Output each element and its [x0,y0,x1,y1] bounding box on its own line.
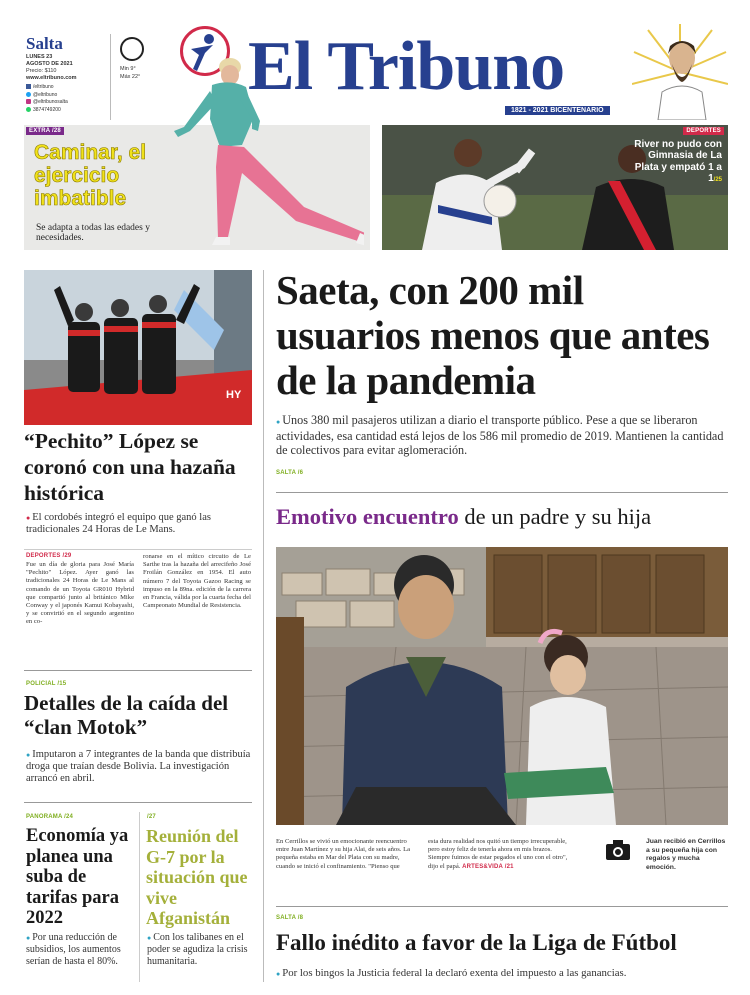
emotivo-divider [276,906,728,907]
whatsapp-link[interactable]: 3874749200 [26,107,68,115]
promo-walking-headline: Caminar, el ejercicio imbatible [34,141,147,210]
g7-tag[interactable]: /27 [147,814,156,820]
emotivo-headline[interactable] [276,503,736,531]
emotivo-body-col1: En Cerrillos se vivió un emocionante reencuentro entre Juan Martínez y su hija Alai, de seis años. La pequeña estaba en Mar del Plata con su madre, cuando se inició el confinamiento. "Pienso que [276,838,411,870]
economia-summary: ● Por una reducción de subsidios, los aumentos serían de hasta el 80%. [26,932,134,967]
weather-icon [120,37,144,61]
futbol-tag[interactable]: SALTA /8 [276,915,304,921]
pechito-summary-divider [24,549,252,550]
left-divider-2 [24,802,252,803]
father-daughter-photo [276,547,728,825]
g7-summary: ● Con los talibanes en el poder se agudiza la crisis humanitaria. [147,932,253,967]
emotivo-headline-bold: Emotivo encuentro [276,504,459,529]
promo-walking-tag: EXTRA /28 [26,127,64,135]
promo-walking[interactable] [24,125,370,250]
city-name: Salta [26,34,63,53]
social-links [26,84,68,114]
lead-divider [276,492,728,493]
masthead [0,0,750,122]
photo-caption: Juan recibió en Cerrillos a su pequeña hija con regalos y mucha emoción. [646,838,726,871]
pechito-body-col2: ronarse en el mítico circuito de Le Sarthe tras la hazaña del arrecifeño José Froilán González en 1954. El auto número 7 del Toyota Gazoo Racing se impuso en la 89na. edición de la carrera en Francia, válida por la cuarta fecha del Campeonato Mundial de Resistencia. [143,553,251,610]
lead-tag[interactable]: SALTA /6 [276,470,304,476]
whatsapp-icon [26,107,31,112]
emotivo-tag[interactable]: ARTES&VIDA /21 [462,863,514,870]
facebook-icon [26,84,31,89]
motok-tag[interactable]: POLICIAL /15 [26,681,67,687]
promo-walking-subhead: Se adapta a todas las edades y necesidades. [36,223,150,243]
pechito-summary: ● El cordobés integró el equipo que ganó las tradicionales 24 Horas de Le Mans. [26,512,252,536]
pechito-headline[interactable]: “Pechito” López se coronó con una hazaña histórica [24,429,236,505]
futbol-headline[interactable]: Fallo inédito a favor de la Liga de Fútbol [276,930,677,955]
pechito-body-col1: Fue un día de gloria para José María "Pechito" López. Ayer ganó las tradicionales 24 Horas de Le Mans al comando de un Toyota GR010 Hybrid que compartió junto al británico Mike Conway y el japonés Kamui Kobayashi, y se convirtió en el segundo argentino en co- [26,561,134,626]
le-mans-photo [24,270,252,425]
date-line-1: LUNES 23 [26,54,53,60]
promo-football-tag: DEPORTES [683,127,724,135]
economia-headline[interactable]: Economía ya planea una suba de tarifas para 2022 [26,826,129,929]
g7-headline[interactable]: Reunión del G-7 por la situación que vive Afganistán [146,826,248,929]
woman-exercising-photo [164,57,364,249]
website[interactable]: www.eltribuno.com [26,75,77,81]
price: Precio: $110 [26,68,57,74]
portrait-illustration [632,24,728,120]
instagram-icon [26,99,31,104]
promo-football-headline: River no pudo con Gimnasia de La Plata y empató 1 a 1/25 [634,139,722,185]
futbol-summary: ● Por los bingos la Justicia federal la declaró exenta del impuesto a las ganancias. [276,967,736,980]
svg-text:HY: HY [226,389,242,401]
facebook-link[interactable]: /eltribuno [26,84,68,92]
economia-tag[interactable]: PANORAMA /24 [26,814,74,820]
promo-football[interactable] [382,125,728,250]
newspaper-title[interactable]: El Tribuno [248,28,565,105]
emotivo-body-col2: esta dura realidad nos quitó un tiempo irrecuperable, pero estoy feliz de tenerla ahora en mis brazos. Siempre fuimos de estar pegados el uno con el otro", dijo el papá. ARTES&VIDA /21 [428,838,568,870]
camera-icon [606,840,630,860]
instagram-link[interactable]: @eltribunosalta [26,99,68,107]
motok-summary: ● Imputaron a 7 integrantes de la banda que distribuía droga que traían desde Bolivia. La investigación arrancó en abril. [26,749,252,785]
emotivo-headline-rest: de un padre y su hija [458,504,652,529]
left-divider-1 [24,670,252,671]
pechito-tag[interactable]: DEPORTES /29 [26,553,72,559]
main-column-divider [263,270,264,982]
weather-min: Min 9° [120,66,136,72]
twitter-link[interactable]: @eltribuno [26,92,68,100]
masthead-divider [110,34,111,120]
economia-g7-divider [139,812,140,982]
weather-max: Máx 22° [120,74,141,80]
lead-headline[interactable]: Saeta, con 200 mil usuarios menos que antes de la pandemia [276,267,710,403]
bicentenario-banner: 1821 - 2021 BICENTENARIO [505,106,610,115]
twitter-icon [26,92,31,97]
date-line-2: AGOSTO DE 2021 [26,61,73,67]
motok-headline[interactable]: Detalles de la caída del “clan Motok” [24,691,229,739]
lead-summary: ● Unos 380 mil pasajeros utilizan a diario el transporte público. Pese a que se liberaron actividades, esa cantidad está lejos de los 586 mil promedio de 2019. Mantienen la cantidad de colectivos para evitar aglomeración. [276,413,728,457]
